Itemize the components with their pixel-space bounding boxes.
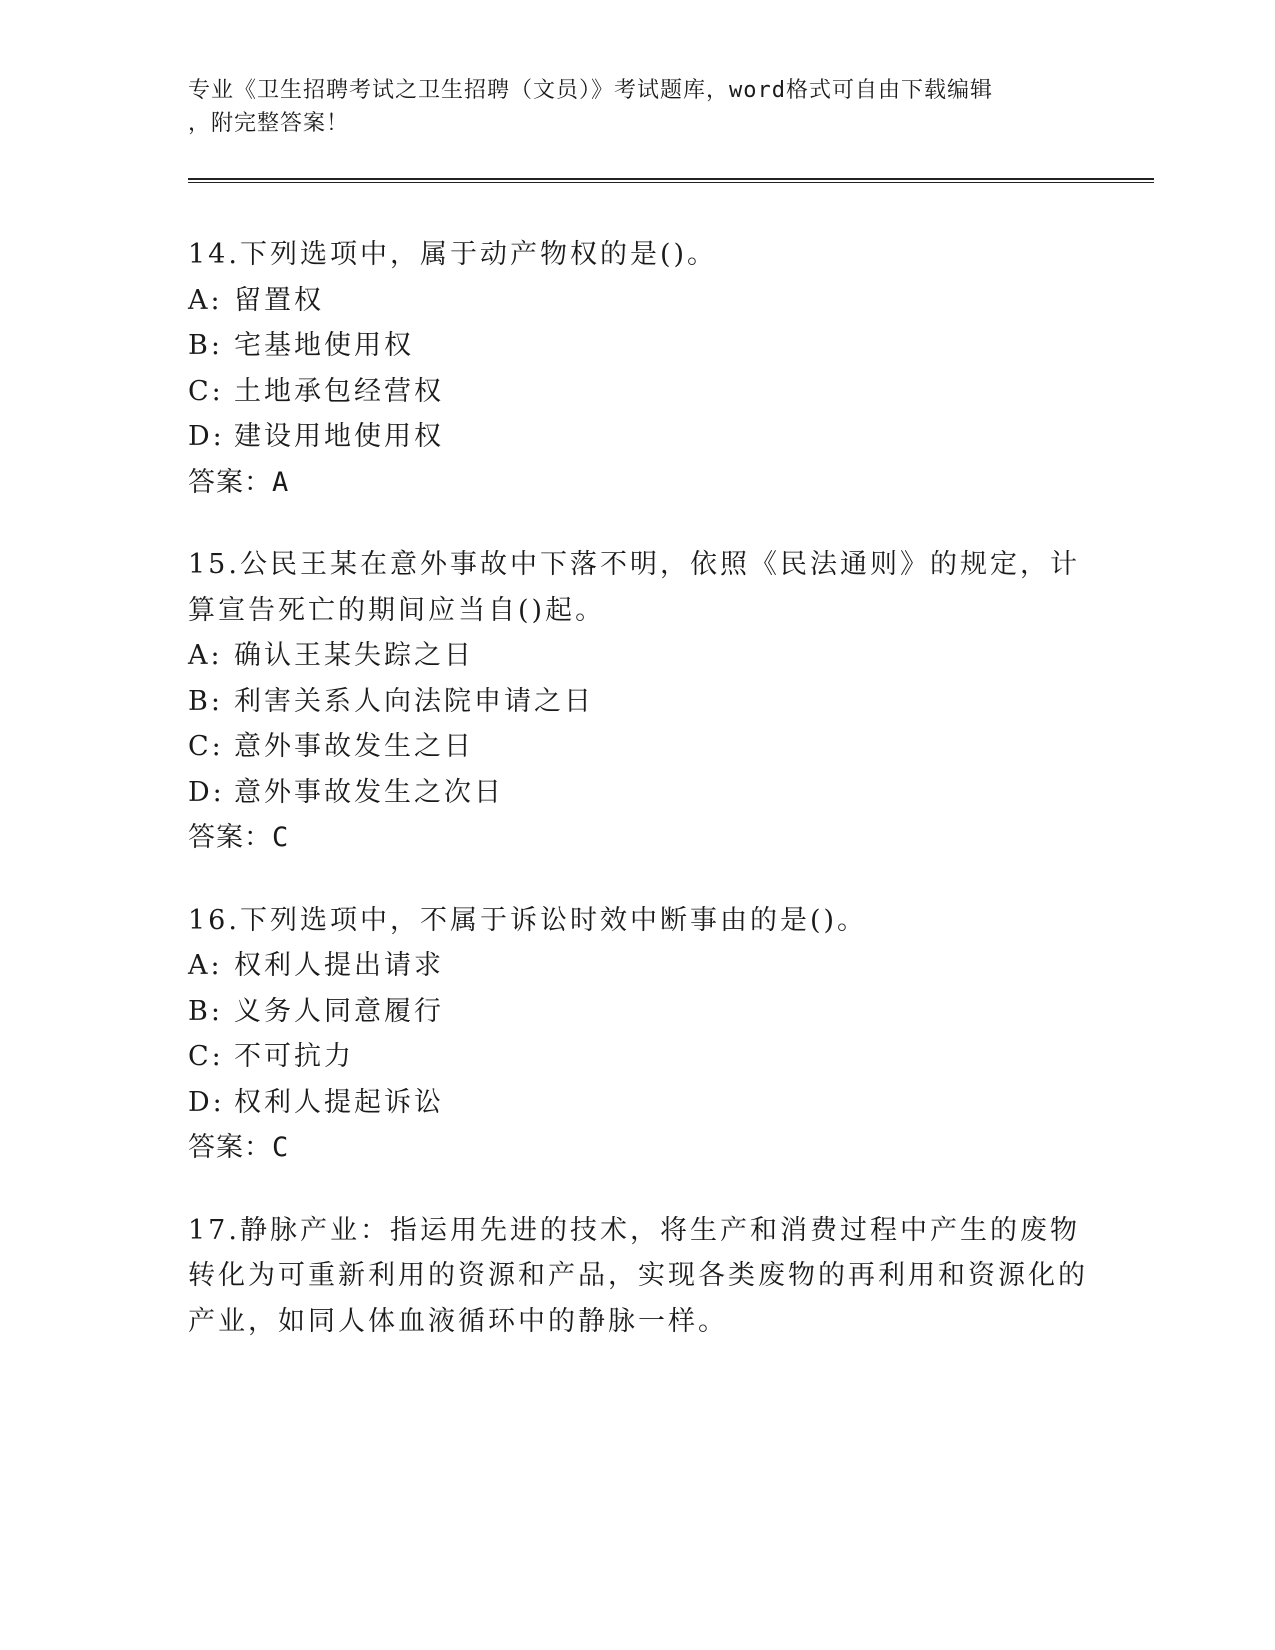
option-text: 确认王某失踪之日: [234, 640, 474, 671]
answer-value: C: [272, 822, 290, 853]
option-text: 留置权: [234, 284, 324, 316]
option-key: C:: [188, 1041, 224, 1072]
answer-option: [188, 989, 1088, 1035]
option-key: C:: [188, 731, 224, 762]
answer-option: [188, 1080, 1088, 1126]
option-text: 意外事故发生之日: [234, 731, 474, 762]
answer-option: [188, 323, 1088, 369]
answer-option: [188, 414, 1088, 460]
option-key: D:: [188, 421, 225, 452]
question-list: [188, 232, 1088, 1381]
answer-value: A: [272, 466, 290, 498]
question-stem: 17.静脉产业：指运用先进的技术，将生产和消费过程中产生的废物转化为可重新利用的资源和产品，实现各类废物的再利用和资源化的产业，如同人体血液循环中的静脉一样。: [188, 1214, 1088, 1337]
option-text: 宅基地使用权: [234, 330, 414, 361]
answer-option: [188, 679, 1088, 725]
answer-option: [188, 1034, 1088, 1080]
document-header: [188, 74, 1068, 140]
question-block: [188, 542, 1088, 861]
question-block: [188, 232, 1088, 505]
question-stem: 15.公民王某在意外事故中下落不明，依照《民法通则》的规定，计算宣告死亡的期间应当自()起。: [188, 549, 1080, 626]
option-key: C:: [188, 375, 224, 407]
option-text: 权利人提起诉讼: [234, 1086, 444, 1118]
option-text: 建设用地使用权: [234, 421, 444, 452]
option-key: A:: [188, 284, 223, 316]
option-text: 土地承包经营权: [234, 375, 444, 407]
answer-line: [188, 460, 1088, 506]
header-divider: [188, 178, 1154, 183]
option-key: D:: [188, 1086, 225, 1118]
option-key: A:: [188, 950, 223, 981]
option-key: D:: [188, 776, 225, 808]
option-text: 不可抗力: [234, 1041, 354, 1072]
question-block: [188, 898, 1088, 1171]
answer-value: C: [272, 1132, 290, 1163]
option-text: 权利人提出请求: [234, 950, 444, 981]
question-stem: 14.下列选项中，属于动产物权的是()。: [188, 239, 718, 270]
answer-line: [188, 815, 1088, 861]
option-key: B:: [188, 685, 223, 717]
option-text: 利害关系人向法院申请之日: [234, 685, 594, 717]
question-block: [188, 1208, 1088, 1345]
answer-label: 答案：: [188, 822, 272, 853]
answer-label: 答案：: [188, 466, 272, 498]
answer-option: [188, 724, 1088, 770]
answer-line: [188, 1125, 1088, 1171]
answer-label: 答案：: [188, 1132, 272, 1163]
answer-option: [188, 369, 1088, 415]
question-stem: 16.下列选项中，不属于诉讼时效中断事由的是()。: [188, 904, 868, 936]
answer-option: [188, 943, 1088, 989]
option-key: A:: [188, 640, 223, 671]
answer-option: [188, 278, 1088, 324]
answer-option: [188, 770, 1088, 816]
answer-option: [188, 633, 1088, 679]
option-text: 义务人同意履行: [234, 995, 444, 1027]
option-text: 意外事故发生之次日: [234, 776, 504, 808]
option-key: B:: [188, 330, 223, 361]
option-key: B:: [188, 995, 223, 1027]
header-line-1: 专业《卫生招聘考试之卫生招聘（文员）》考试题库，word格式可自由下载编辑: [188, 78, 993, 103]
header-line-2: ，附完整答案！: [188, 111, 350, 136]
